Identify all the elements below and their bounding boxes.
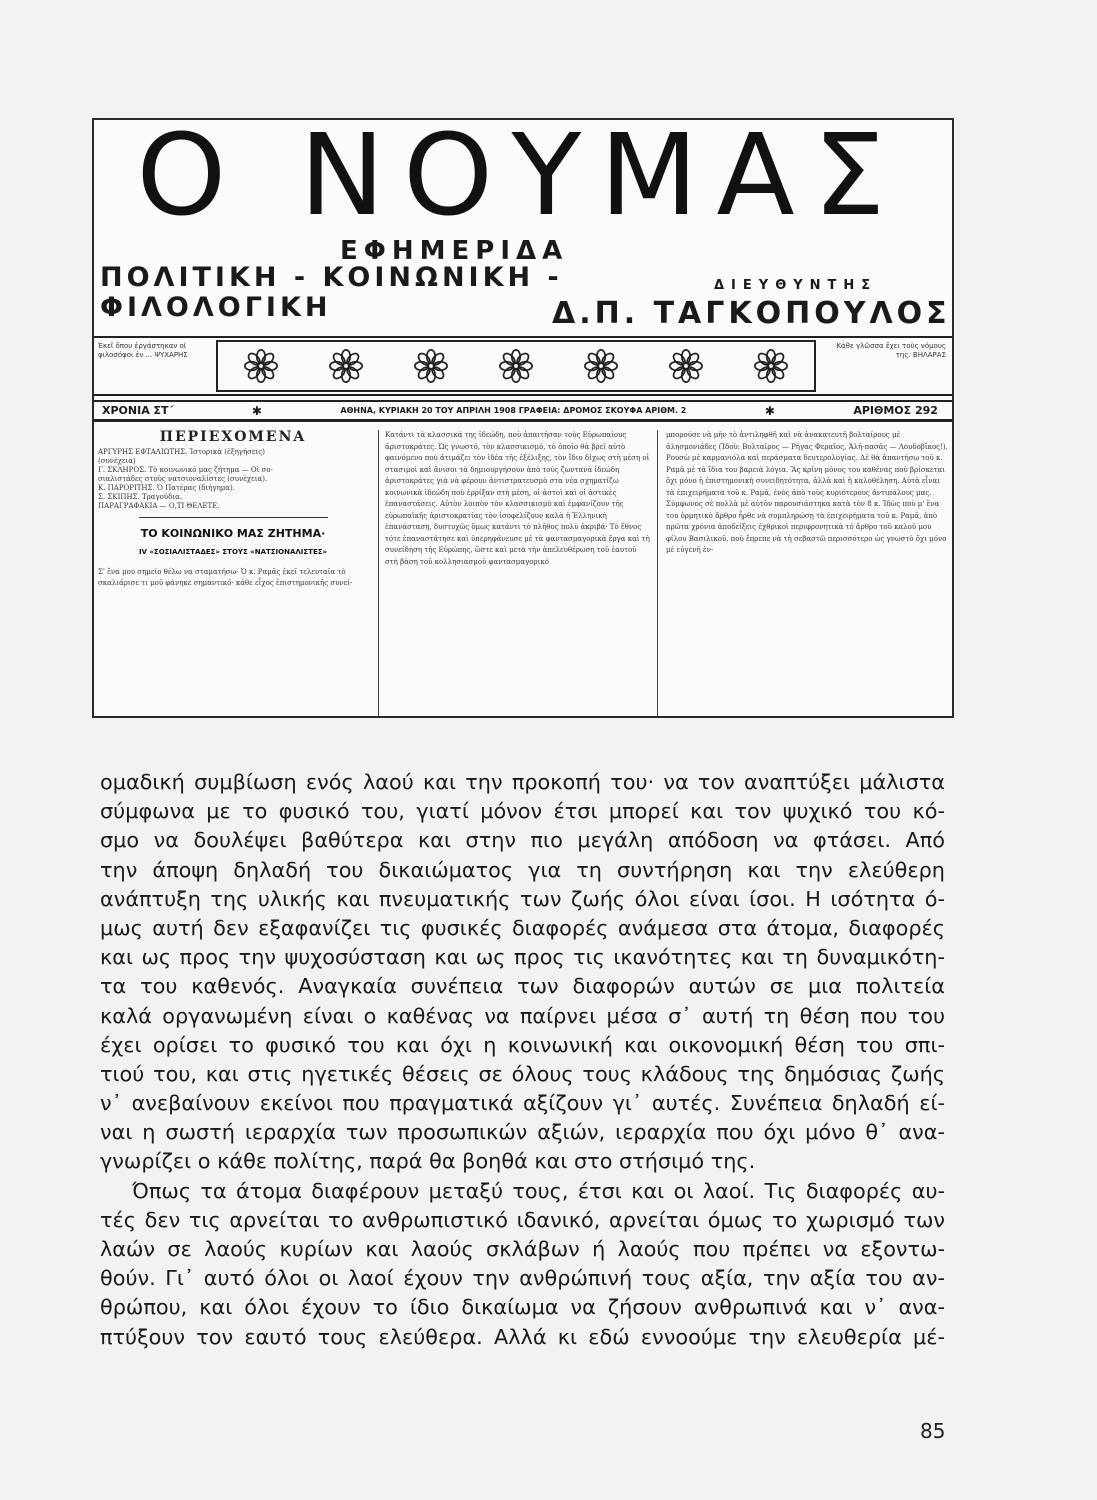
text-line: καλά οργανωμένη είναι ο καθένας να παίρνει μέσα σ᾿ αυτή τη θέση που του [100, 1003, 945, 1028]
contents-title: ΠΕΡΙΕΧΟΜΕΝΑ [159, 430, 307, 445]
contents-line: σιαλιστάδες στοὺς νατσιοναλίστες (συνέχεια). [98, 474, 268, 483]
issue-year: ΧΡΟΝΙΑ ΣΤ΄ [102, 404, 174, 417]
director-label: ΔΙΕΥΘΥΝΤΗΣ [714, 278, 878, 293]
text-line: μως αυτή δεν εξαφανίζει τις φυσικές διαφορές ανάμεσα στα άτομα, διαφορές [100, 915, 945, 940]
text-line: Όπως τα άτομα διαφέρουν μεταξύ τους, έτσι και οι λαοί. Τις διαφορές αυ- [132, 1178, 945, 1203]
text-line: λαών σε λαούς κυρίων και λαούς σκλάβων ή λαούς που πρέπει να εξοντω- [100, 1237, 945, 1261]
article-text: Σ' ἕνα μου σημείο θέλω να σταματήσω· Ὁ κ. Ραμᾶς ἐκεῖ τελευταῖα τὸ σκαλιάρισε τι μοῦ φάνηκε σημαντικό· κάθε εἶχος ἐπιστημονικῆς συνεί- [98, 567, 353, 587]
rosette-icon [244, 349, 278, 383]
newspaper-masthead: Ο ΝΟΥΜΑΣ [136, 118, 904, 241]
ornament-row [94, 336, 952, 396]
newspaper-clipping [92, 118, 954, 718]
newspaper-category-line-2: ΦΙΛΟΛΟΓΙΚΗ [100, 292, 332, 323]
text-line: ν᾿ ανεβαίνουν εκείνοι που πραγματικά αξίζουν γι᾿ αυτές. Συνέπεια δηλαδή εί- [100, 1091, 945, 1116]
contents-line: (συνέχεια) [98, 456, 136, 465]
book-body-text [100, 768, 945, 1352]
newspaper-subtitle: ΕΦΗΜΕΡΙΔΑ [340, 236, 569, 266]
left-epigraph: Ἐκεῖ ὅπου ἐργάστηκαν οἱ φιλοσόφοι ἐν ... ΨΥΧΑΡΗΣ [98, 342, 188, 359]
issue-number: ΑΡΙΘΜΟΣ 292 [853, 404, 938, 417]
column-text: Κατάντι τὰ κλασσικά της ἰδεώδη, ποὺ ἀπαιτήσαν τοὺς Εὐρωπαίους ἀριστοκράτες. Ὡς γνωστό, τὸν κλασσικισμό, τὸ ὁποῖο θὰ βρεῖ αὐτὸ φαινόμενο ποὺ ἀτιμάζει τὸν ἰδέα τῆς ἐξέλιξης, τὸν ἴδιο δίχως στὴ μέση οἱ στασιμοὶ καὶ ἄνισοι τὰ δημιουργήσουν ἀπὸ τοὺς ζωντανὰ ἰδεώδη ἀριστοκράτες γιὰ νὰ φέρουν ἀντιστρατευσμὸ στα νέα σχηματίζω κοινωνικὰ ἰδεώδη ποὺ ἐρρίξαν στὴ μέση, οἱ ἀστοὶ καὶ οἱ ἀστικὲς ἐπαναστάσεις. Αὐτὸν λοιπὸν τὸν κλασσικισμὸ καὶ ἐμφανίζουν τῆς εὐρωπαϊκῆς ἀριστοκρατίας τὸν ἰσοφελίζουν καλὰ ἡ Ἑλληνικὴ ἐπανάσταση, δυστυχῶς ὅμως κατάντι τὸ πλῆθος πολὺ ἀκριβά· Τὸ ἔθνος τότε ἐπαναστάτησε καὶ ὑπερηφάνευσε μὲ τὰ φαντασμαγορικὰ ἔργα καὶ τὴ συνείδηση τῆς Εὐρώπης, ὥστε καὶ μετὰ τὴν ἀπελευθέρωση τοῦ ἑαυτοῦ στὴ βάση τοῦ κολλησιασμοῦ φαντασμαγορικό [385, 431, 650, 566]
column-text: μπορούσε νὰ μὴν τὸ ἀντιληφθῆ καὶ νὰ ἀνακατευτῆ βολταίρους μὲ ἀλησμονιάδες (Ἰδοὺ: Βολταῖρος — Ρήγας Φεραῖος, Ἀλῆ-πασᾶς — Λουδοβῖκος!), Ρουσὼ μὲ καρμανιόλα καὶ περάσματα δευτερολογίας. Δὲ θὰ ἀπαντήσω τοῦ κ. Ραμᾶ μὲ τὰ ἴδια του βαρειὰ λόγια. Ἂς κρίνη μόνος του καθένας ποὺ βρίσκεται ὄχι μόνο ἡ ἐπιστημονικὴ συνειδητότητα, ἀλλὰ καὶ ἡ καλοθέληση. Αὐτὰ εἶναι τὰ ἐπιχειρήματα τοῦ κ. Ραμᾶ, ἑνὸς ἀπὸ τοὺς κυριότερους ἀντιπάλους μας. Σύμφωνος σὲ πολλὰ μὲ αὐτὸν παρουσιάστηκα κατὰ τὸν 8 κ. Ἰδὼς ποὺ μ' ἕνα του ὀρμητικὸ ἄρθρο ἦρθε νὰ συμπληρώσῃ τὰ ἐπιχειρήματα τοῦ κ. Ραμᾶ, ἀπὸ πρῶτα χρόνια ἀποδείξεις ἐχθρικοὶ περιφρονητικὰ τὸ ἄρθρο τοῦ καλοῦ μου φίλου Βασιλικοῦ, ποὺ ἔπρεπε νὰ τὴ σεβαστῶ περισσότερο ὡς γνωστὸ ὄχι μόνο μὲ εὐγενῆ ἐν- [666, 431, 948, 554]
text-line: την άποψη δηλαδή του δικαιώματος για τη συντήρηση και την ελεύθερη [100, 857, 945, 882]
text-line: έχει ορίσει το φυσικό του και όχι η κοινωνική και οικονομική θέση του σπι- [100, 1032, 945, 1057]
rosette-band [216, 340, 816, 392]
newspaper-column-3 [666, 430, 948, 716]
star-ornament-icon: ✱ [251, 403, 262, 418]
rosette-icon [499, 349, 533, 383]
issue-date-address: ΑΘΗΝΑ, ΚΥΡΙΑΚΗ 20 ΤΟΥ ΑΠΡΙΛΗ 1908 ΓΡΑΦΕΙΑ: ΔΡΟΜΟΣ ΣΚΟΥΦΑ ΑΡΙΘΜ. 2 [340, 406, 687, 415]
rosette-icon [584, 349, 618, 383]
text-line: πτύξουν τον εαυτό τους ελεύθερα. Αλλά κι εδώ εννοούμε την ελευθερία μέ- [100, 1324, 945, 1349]
text-line: τιού του, και στις ηγετικές θέσεις σε όλους τους κλάδους της δημόσιας ζωής [100, 1061, 945, 1086]
text-line: σύμφωνα με το φυσικό του, γιατί μόνον έτσι μπορεί και τον ψυχικό του κό- [100, 799, 945, 824]
text-line: θούν. Γι᾿ αυτό όλοι οι λαοί έχουν την ανθρώπινή τους αξία, την αξία του αν- [100, 1266, 945, 1291]
director-name: Δ.Π. ΤΑΓΚΟΠΟΥΛΟΣ [552, 296, 951, 331]
contents-line: Κ. ΠΑΡΟΡΙΤΗΣ. Ὁ Πατέρας (διήγημα). [98, 483, 235, 492]
text-line: γνωρίζει ο κάθε πολίτης, παρά θα βοηθά και στο στήσιμό της. [100, 1149, 756, 1174]
issue-info-bar [94, 400, 952, 422]
text-line: και ως προς την ψυχοσύσταση και ως προς τις ικανότητες και τη δυναμικότη- [100, 945, 945, 970]
contents-line: Γ. ΣΚΛΗΡΟΣ. Τὸ κοινωνικό μας ζήτημα — Οἱ σο- [98, 465, 273, 474]
article-subtitle: IV «ΣΟΣΙΑΛΙΣΤΑΔΕΣ» ΣΤΟΥΣ «ΝΑΤΣΙΟΝΑΛΙΣΤΕΣ» [138, 548, 328, 556]
text-line: θρώπου, και όλοι έχουν το ίδιο δικαίωμα να ζήσουν ανθρωπινά και ν᾿ ανα- [100, 1295, 945, 1320]
page-number: 85 [920, 1419, 946, 1443]
rosette-icon [754, 349, 788, 383]
contents-line: ΑΡΓΥΡΗΣ ΕΦΤΑΛΙΩΤΗΣ. Ἱστορικὰ (ἐξηγήσεις) [98, 447, 265, 456]
rosette-icon [414, 349, 448, 383]
article-title: ΤΟ ΚΟΙΝΩΝΙΚΟ ΜΑΣ ΖΗΤΗΜΑ· [140, 526, 326, 540]
rosette-icon [329, 349, 363, 383]
text-line: τα του καθενός. Αναγκαία συνέπεια των διαφορών αυτών σε μια πολιτεία [100, 974, 945, 999]
star-ornament-icon: ✱ [764, 403, 775, 418]
text-line: τές δεν τις αρνείται το ανθρωπιστικό ιδανικό, αρνείται όμως το χωρισμό των [100, 1207, 945, 1232]
text-line: ομαδική συμβίωση ενός λαού και την προκοπή του· να τον αναπτύξει μάλιστα [100, 770, 945, 794]
text-line: σμο να δουλέψει βαθύτερα και στην πιο μεγάλη απόδοση να φτάσει. Από [100, 828, 945, 853]
contents-line: ΠΑΡΑΓΡΑΦΑΚΙΑ — Ο,ΤΙ ΘΕΛΕΤΕ. [98, 501, 220, 510]
contents-line: Σ. ΣΚΙΠΗΣ. Τραγούδια. [98, 492, 183, 501]
rosette-icon [669, 349, 703, 383]
text-line: ανάπτυξη της υλικής και πνευματικής των ζωής όλοι είναι ίσοι. Η ισότητα ό- [100, 886, 945, 911]
right-epigraph: Κάθε γλῶσσα ἔχει τοὺς νόμους της. ΒΗΛΑΡΑΣ [836, 342, 946, 359]
newspaper-column-2 [378, 430, 658, 716]
text-line: ναι η σωστή ιεραρχία των προσωπικών αξιών, ιεραρχία που όχι μόνο θ᾿ ανα- [100, 1120, 945, 1145]
newspaper-category-line-1: ΠΟΛΙΤΙΚΗ - ΚΟΙΝΩΝΙΚΗ - [100, 262, 563, 293]
newspaper-column-1 [98, 430, 368, 716]
divider [139, 517, 328, 518]
